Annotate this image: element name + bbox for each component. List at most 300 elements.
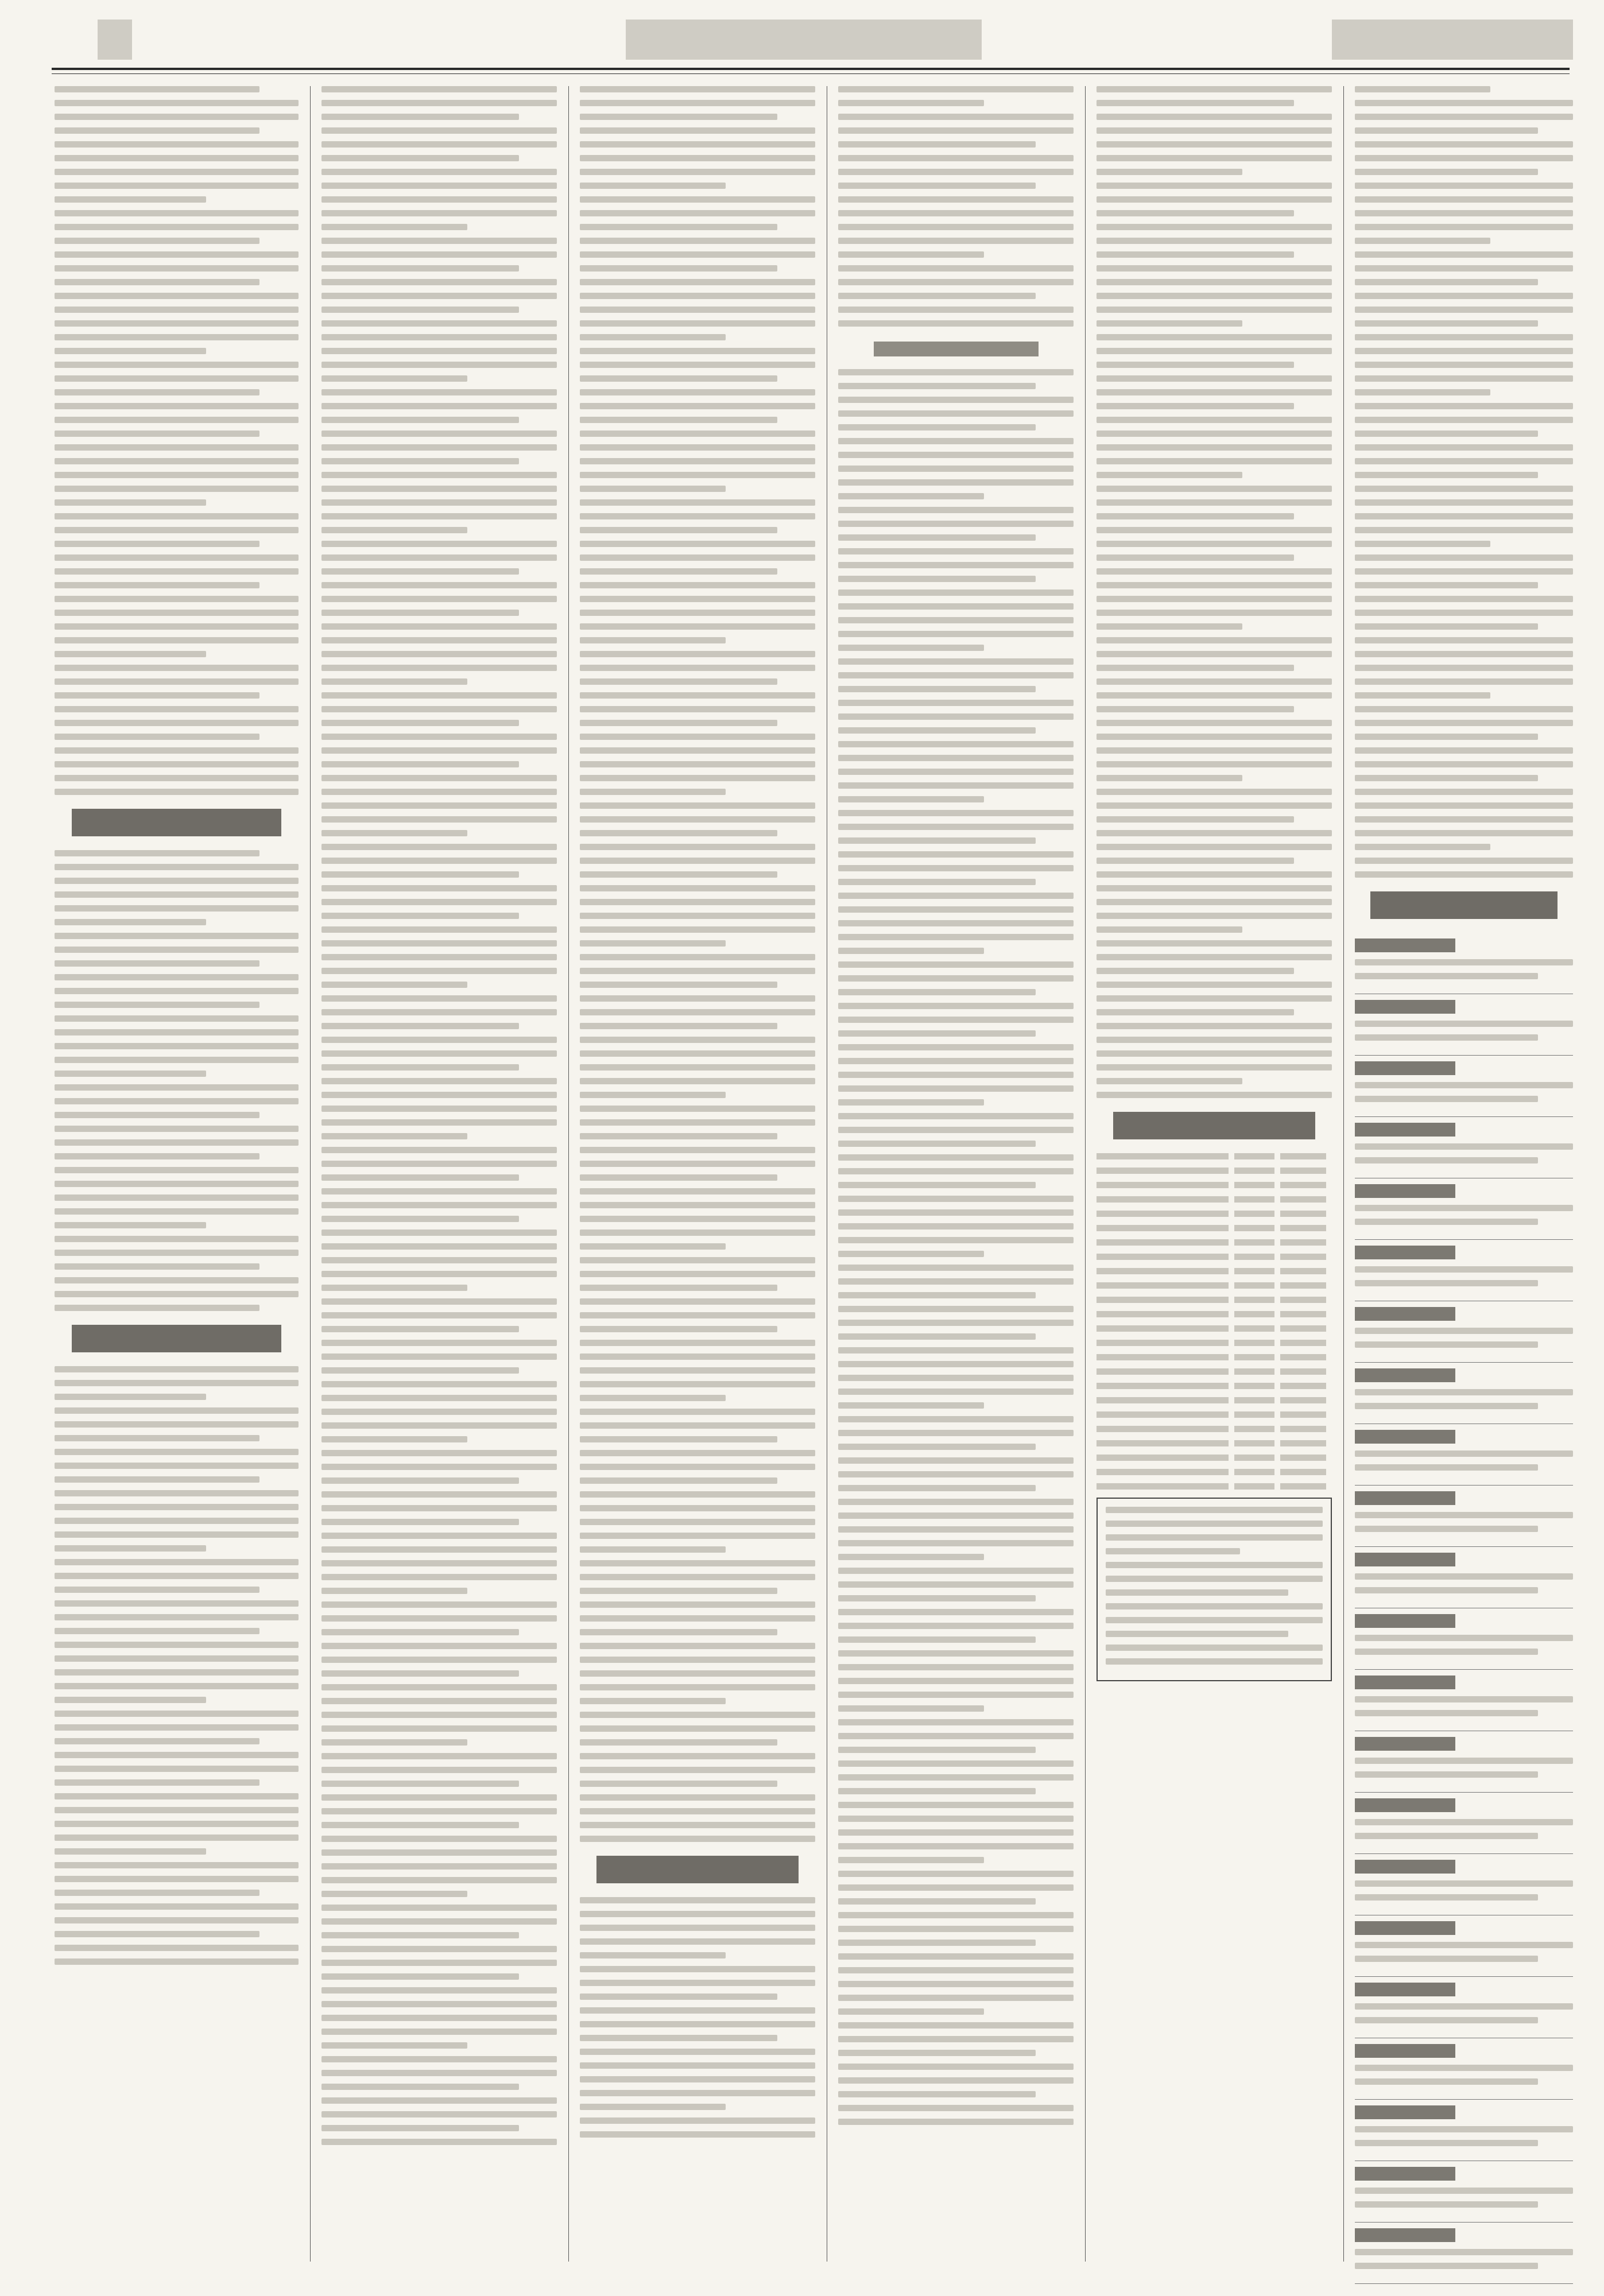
text-line <box>838 1485 1036 1491</box>
text-line <box>838 879 1036 885</box>
text-line <box>1097 210 1294 216</box>
text-line <box>1106 1562 1323 1568</box>
classified-ad <box>1355 1977 1573 2038</box>
text-line <box>321 141 557 148</box>
text-line <box>321 2042 467 2049</box>
text-line <box>321 389 557 395</box>
text-line <box>1097 706 1294 712</box>
text-line <box>321 1230 557 1236</box>
text-line <box>838 989 1036 995</box>
text-line <box>321 238 557 244</box>
text-line <box>1106 1548 1240 1554</box>
text-line <box>321 1588 467 1594</box>
text-line <box>580 1911 815 1917</box>
text-line <box>838 1747 1036 1753</box>
text-line <box>1097 403 1294 409</box>
text-line <box>580 1271 815 1277</box>
timetable-cell <box>1097 1368 1229 1375</box>
text-line <box>321 1161 557 1167</box>
text-line <box>321 430 557 437</box>
text-line <box>321 568 519 575</box>
text-line <box>55 417 299 423</box>
text-line <box>1097 610 1332 616</box>
text-line <box>838 1981 1074 1987</box>
text-line <box>321 830 467 836</box>
text-line <box>1097 375 1332 382</box>
text-line <box>580 210 815 216</box>
text-line <box>838 1292 1036 1298</box>
text-line <box>321 1298 557 1305</box>
text-line <box>1097 265 1332 272</box>
section-heading <box>1113 1112 1316 1139</box>
text-line <box>580 1023 777 1029</box>
text-line <box>838 1953 1074 1960</box>
text-line <box>1355 458 1573 464</box>
text-line <box>1355 430 1538 437</box>
text-line <box>321 2015 557 2021</box>
text-line <box>838 1416 1074 1422</box>
text-line <box>321 251 557 258</box>
text-line <box>580 1822 815 1828</box>
timetable-cell <box>1097 1182 1229 1188</box>
text-line <box>55 582 259 588</box>
timetable-cell <box>1097 1483 1229 1490</box>
text-line <box>838 410 1074 417</box>
timetable-row <box>1097 1440 1332 1446</box>
text-line <box>55 637 299 643</box>
text-line <box>1355 1758 1573 1764</box>
text-line <box>321 2125 519 2131</box>
text-line <box>321 1546 557 1553</box>
text-line <box>1097 995 1332 1002</box>
text-line <box>838 1141 1036 1147</box>
text-line <box>580 1106 815 1112</box>
text-line <box>1097 114 1332 120</box>
text-line <box>1097 1023 1332 1029</box>
text-line <box>55 1380 299 1386</box>
text-line <box>1355 1587 1538 1593</box>
text-line <box>321 1836 557 1842</box>
text-line <box>580 183 726 189</box>
text-line <box>55 348 206 354</box>
text-line <box>321 472 557 478</box>
text-line <box>321 913 519 919</box>
timetable-row <box>1097 1483 1332 1490</box>
text-line <box>838 948 984 954</box>
text-line <box>1355 86 1490 92</box>
text-line <box>1355 348 1573 354</box>
text-line <box>580 1230 815 1236</box>
text-line <box>321 86 557 92</box>
text-line <box>1106 1589 1288 1596</box>
text-line <box>580 1298 815 1305</box>
text-line <box>321 899 557 905</box>
text-line <box>1355 1635 1573 1641</box>
text-line <box>1097 444 1332 451</box>
text-line <box>1355 334 1573 340</box>
text-line <box>321 1037 557 1043</box>
text-line <box>838 865 1074 871</box>
text-line <box>321 183 557 189</box>
text-line <box>55 183 299 189</box>
text-line <box>580 1897 815 1903</box>
text-line <box>55 905 299 912</box>
text-line <box>1355 1450 1573 1457</box>
header-rule-thin <box>52 73 1570 74</box>
classified-ad <box>1355 1240 1573 1301</box>
text-line <box>838 1044 1074 1050</box>
section-heading <box>596 1856 799 1883</box>
text-line <box>321 1505 557 1511</box>
text-line <box>1097 968 1294 974</box>
classified-ad <box>1355 994 1573 1056</box>
text-line <box>838 1788 1036 1794</box>
text-line <box>321 1257 557 1263</box>
ad-heading <box>1355 1000 1455 1014</box>
text-line <box>580 1966 815 1972</box>
text-line <box>321 1877 557 1883</box>
text-line <box>321 885 557 891</box>
text-line <box>1355 844 1490 850</box>
text-line <box>838 686 1036 692</box>
text-line <box>1355 127 1538 134</box>
text-line <box>55 1366 299 1372</box>
text-line <box>55 1559 299 1565</box>
text-line <box>55 1291 299 1297</box>
text-line <box>1097 885 1332 891</box>
text-line <box>580 651 815 657</box>
text-line <box>55 1277 299 1283</box>
text-line <box>1355 1021 1573 1027</box>
section-heading <box>72 1325 282 1352</box>
text-line <box>580 940 726 947</box>
text-line <box>838 493 984 499</box>
text-line <box>1355 307 1573 313</box>
text-line <box>838 86 1074 92</box>
text-line <box>321 1905 557 1911</box>
timetable-cell <box>1280 1455 1326 1461</box>
timetable-cell <box>1234 1211 1274 1217</box>
text-line <box>55 1531 299 1538</box>
text-line <box>580 1092 726 1098</box>
text-line <box>55 403 299 409</box>
text-line <box>580 362 815 368</box>
text-line <box>55 279 259 285</box>
text-line <box>55 864 299 870</box>
text-line <box>321 1422 557 1429</box>
text-line <box>1097 913 1332 919</box>
text-line <box>321 1243 557 1250</box>
text-line <box>55 1655 299 1662</box>
text-line <box>321 279 557 285</box>
bulletin-box <box>1097 1498 1332 1681</box>
text-line <box>838 1816 1074 1822</box>
text-line <box>838 631 1074 637</box>
text-line <box>838 741 1074 747</box>
text-line <box>580 348 815 354</box>
timetable-cell <box>1234 1182 1274 1188</box>
text-line <box>838 975 1074 982</box>
text-line <box>838 224 1074 230</box>
ad-heading <box>1355 2105 1455 2119</box>
timetable-cell <box>1280 1182 1326 1188</box>
text-line <box>55 86 259 92</box>
text-line <box>838 479 1074 486</box>
text-line <box>321 1367 519 1374</box>
text-line <box>321 1863 557 1870</box>
ad-heading <box>1355 1921 1455 1935</box>
text-line <box>1355 1819 1573 1825</box>
text-line <box>838 238 1074 244</box>
text-line <box>55 1697 206 1703</box>
timetable-cell <box>1280 1211 1326 1217</box>
text-line <box>580 541 815 547</box>
text-line <box>321 210 557 216</box>
text-line <box>838 1058 1074 1064</box>
text-line <box>321 1808 557 1814</box>
ad-heading <box>1355 1491 1455 1505</box>
timetable-cell <box>1234 1225 1274 1231</box>
text-line <box>1097 1050 1332 1057</box>
text-line <box>838 196 1074 203</box>
text-line <box>321 1670 519 1677</box>
text-line <box>55 1642 299 1648</box>
text-line <box>1097 1037 1332 1043</box>
timetable-cell <box>1280 1168 1326 1174</box>
timetable-cell <box>1097 1196 1229 1203</box>
timetable-row <box>1097 1297 1332 1303</box>
text-line <box>580 375 777 382</box>
text-line <box>838 1540 1074 1546</box>
text-line <box>321 2070 557 2076</box>
text-line <box>838 562 1074 568</box>
text-line <box>55 891 299 898</box>
text-line <box>580 1243 726 1250</box>
text-line <box>838 2105 1074 2111</box>
text-line <box>55 1628 259 1634</box>
text-line <box>55 1683 299 1689</box>
text-line <box>55 224 299 230</box>
text-line <box>1355 858 1573 864</box>
text-line <box>580 2117 815 2124</box>
timetable-cell <box>1097 1397 1229 1403</box>
text-line <box>580 1395 726 1401</box>
text-line <box>55 1463 299 1469</box>
text-line <box>55 720 299 726</box>
text-line <box>321 1519 519 1525</box>
text-line <box>580 1436 777 1442</box>
timetable-cell <box>1280 1354 1326 1360</box>
text-line <box>580 1546 726 1553</box>
text-line <box>1355 582 1538 588</box>
text-line <box>321 1822 519 1828</box>
text-line <box>1355 1942 1573 1948</box>
text-line <box>55 878 299 884</box>
text-line <box>55 1263 259 1270</box>
text-line <box>580 1064 815 1071</box>
issue-date <box>1332 20 1573 60</box>
text-line <box>838 1774 1074 1781</box>
text-line <box>838 1182 1036 1188</box>
text-line <box>321 623 557 630</box>
text-line <box>1097 651 1332 657</box>
text-line <box>55 554 299 561</box>
text-line <box>55 1167 299 1173</box>
text-line <box>1355 389 1490 395</box>
text-line <box>55 1848 206 1855</box>
text-line <box>1097 279 1332 285</box>
timetable-row <box>1097 1383 1332 1389</box>
column-3 <box>580 86 815 2262</box>
text-line <box>55 665 299 671</box>
text-line <box>838 782 1074 789</box>
text-line <box>580 2090 815 2096</box>
text-line <box>1355 1526 1538 1532</box>
text-line <box>838 658 1074 665</box>
text-line <box>55 623 299 630</box>
text-line <box>838 2022 1074 2029</box>
timetable-cell <box>1280 1368 1326 1375</box>
text-line <box>55 362 299 368</box>
text-line <box>838 1278 1074 1285</box>
text-line <box>838 1512 1074 1519</box>
text-line <box>1097 486 1332 492</box>
column-2 <box>321 86 557 2262</box>
text-line <box>55 850 259 856</box>
text-line <box>55 1821 299 1827</box>
text-line <box>838 293 1036 299</box>
text-line <box>580 2062 815 2069</box>
timetable-cell <box>1234 1268 1274 1274</box>
text-line <box>55 1435 259 1441</box>
text-line <box>838 1209 1074 1216</box>
column-6 <box>1355 86 1573 2262</box>
timetable-cell <box>1097 1153 1229 1159</box>
text-line <box>838 155 1074 161</box>
text-line <box>55 1958 299 1965</box>
text-line <box>1097 816 1294 823</box>
text-line <box>580 982 777 988</box>
text-line <box>55 1208 299 1215</box>
text-line <box>838 100 984 106</box>
text-line <box>580 802 815 809</box>
timetable-row <box>1097 1469 1332 1475</box>
text-line <box>1355 651 1573 657</box>
text-line <box>838 1223 1074 1230</box>
text-line <box>1106 1576 1323 1582</box>
text-line <box>1097 86 1332 92</box>
text-line <box>580 665 815 671</box>
text-line <box>580 499 815 506</box>
text-line <box>838 1733 1074 1739</box>
timetable-row <box>1097 1211 1332 1217</box>
timetable-row <box>1097 1196 1332 1203</box>
timetable-cell <box>1234 1254 1274 1260</box>
text-line <box>1097 954 1332 960</box>
timetable-cell <box>1234 1397 1274 1403</box>
page-number <box>98 20 132 60</box>
newspaper-title <box>626 20 982 60</box>
text-line <box>580 678 777 685</box>
text-line <box>580 968 815 974</box>
text-line <box>580 789 726 795</box>
text-line <box>838 1912 1074 1918</box>
text-line <box>838 576 1036 582</box>
section-heading <box>1370 891 1558 919</box>
section-heading <box>72 809 282 836</box>
text-line <box>55 100 299 106</box>
text-line <box>580 954 815 960</box>
text-line <box>1097 348 1332 354</box>
text-line <box>321 1960 557 1966</box>
text-line <box>1097 499 1332 506</box>
text-line <box>580 2104 726 2110</box>
text-line <box>321 1849 557 1856</box>
text-line <box>55 1139 299 1146</box>
text-line <box>838 1471 1074 1477</box>
text-line <box>580 1739 777 1746</box>
text-line <box>580 224 777 230</box>
text-line <box>580 596 815 602</box>
text-line <box>55 1057 299 1063</box>
text-line <box>1097 100 1294 106</box>
timetable-cell <box>1097 1340 1229 1346</box>
text-line <box>580 1491 815 1498</box>
text-line <box>55 307 299 313</box>
ad-heading <box>1355 1246 1455 1259</box>
text-line <box>838 1884 1074 1891</box>
timetable-row <box>1097 1354 1332 1360</box>
text-line <box>55 1449 299 1455</box>
text-line <box>55 430 259 437</box>
text-line <box>321 1918 557 1925</box>
text-line <box>580 1174 777 1181</box>
text-line <box>580 1257 815 1263</box>
text-line <box>580 279 815 285</box>
text-line <box>1097 293 1332 299</box>
text-line <box>1097 623 1242 630</box>
text-line <box>838 1237 1074 1243</box>
text-line <box>321 334 557 340</box>
text-line <box>321 1698 557 1704</box>
text-line <box>838 2036 1074 2042</box>
text-line <box>55 1793 299 1799</box>
text-line <box>580 155 815 161</box>
text-line <box>580 885 815 891</box>
text-line <box>1355 499 1573 506</box>
timetable-row <box>1097 1153 1332 1159</box>
timetable-cell <box>1097 1383 1229 1389</box>
text-line <box>838 727 1036 734</box>
text-line <box>580 1836 815 1842</box>
text-line <box>55 1194 299 1201</box>
text-line <box>580 1698 726 1704</box>
text-line <box>580 527 777 533</box>
text-line <box>321 1326 519 1332</box>
text-line <box>838 1995 1074 2001</box>
classified-ad <box>1355 1486 1573 1547</box>
timetable-cell <box>1097 1354 1229 1360</box>
text-line <box>321 761 519 767</box>
text-line <box>55 1614 299 1620</box>
text-line <box>1097 307 1332 313</box>
text-line <box>838 1072 1074 1078</box>
text-line <box>838 1623 1074 1629</box>
text-line <box>321 541 557 547</box>
text-line <box>1355 871 1573 878</box>
classified-ad <box>1355 2038 1573 2100</box>
text-line <box>580 1450 815 1456</box>
